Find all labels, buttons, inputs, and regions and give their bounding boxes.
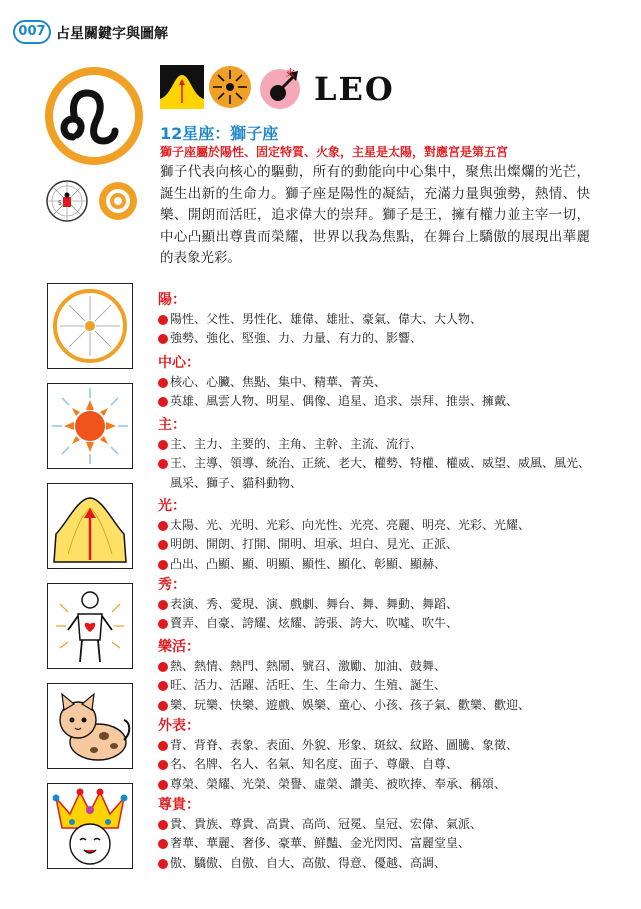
sign-name-en: LEO [314,70,395,108]
bullet-dot-icon [158,780,168,790]
crown-face-icon [48,784,132,868]
thumb-show [47,583,133,669]
bullet-dot-icon [158,521,168,531]
fixed-quality-sun-icon [97,180,139,222]
thumb-yang [47,283,133,369]
section-title: 光： [158,498,186,514]
section-show [158,575,598,634]
bullet-dot-icon [158,560,168,570]
keyword-line: 表演、秀、愛現、演、戲劇、舞台、舞、舞動、舞蹈、 [158,595,598,614]
sun-icon [48,384,132,468]
keyword-line: 尊榮、榮耀、光榮、榮譽、虛榮、讚美、被吹捧、奉承、稱頌、 [158,775,598,794]
keyword-line: 樂、玩樂、快樂、遊戲、娛樂、童心、小孩、孩子氣、歡樂、歡迎、 [158,696,598,715]
bullet-dot-icon [158,334,168,344]
bullet-dot-icon [158,859,168,869]
keyword-line: 強勢、強化、堅強、力、力量、有力的、影響、 [158,329,598,348]
section-title: 尊貴： [158,797,200,813]
section-title: 陽： [158,292,186,308]
light-mountain-icon [48,484,132,568]
section-title: 外表： [158,718,200,734]
keyword-line: 旺、活力、活躍、活旺、生、生命力、生殖、誕生、 [158,676,598,695]
mars-label: 火 [286,69,296,79]
cat-icon [48,684,132,768]
keyword-line: 貴、貴族、尊貴、高貴、高尚、冠冕、皇冠、宏偉、氣派、 [158,815,598,834]
section-title: 中心： [158,355,200,371]
keyword-line: 王、主導、領導、統治、正統、老大、權勢、特權、權威、威望、威風、風光、風采、獅子、貓科動物、 [158,454,598,493]
keyword-line: 奢華、華麗、奢侈、豪華、鮮豔、金光閃閃、富麗堂皇、 [158,834,598,853]
fire-mars-icon [258,65,306,111]
thumb-play [47,683,133,769]
section-play [158,637,598,715]
bullet-dot-icon [158,397,168,407]
bullet-dot-icon [158,315,168,325]
clock-house-icon [44,178,90,224]
bullet-dot-icon [158,540,168,550]
sign-intro: 獅子代表向核心的驅動，所有的動能向中心集中，聚焦出燦爛的光芒，誕生出新的生命力。獅子座是陽性的凝結，充滿力量與強勢，熱情、快樂、開朗而活旺，追求偉大的崇拜。獅子是王，擁有權力並主宰一切，中心凸顯出尊貴而榮耀，世界以我為焦點，在舞台上驕傲的展現出華麗的表象光彩。 [160,164,590,266]
keyword-line: 凸出、凸顯、顯、明顯、顯性、顯化、彰顯、顯赫、 [158,555,598,574]
keyword-line: 陽性、父性、男性化、雄偉、雄壯、豪氣、偉大、大人物、 [158,310,598,329]
keyword-line: 核心、心臟、焦點、集中、精華、菁英、 [158,373,598,392]
bullet-dot-icon [158,662,168,672]
section-title: 秀： [158,577,186,593]
section-title: 樂活： [158,639,200,655]
section-lord [158,415,598,493]
keyword-line: 背、背脊、表象、表面、外貌、形象、斑紋、紋路、圖騰、象徵、 [158,736,598,755]
section-center [158,353,598,412]
keyword-line: 傲、驕傲、自傲、自大、高傲、得意、優越、高調、 [158,854,598,873]
fixed-center-icon [208,65,252,109]
keyword-line: 名、名牌、名人、名氣、知名度、面子、尊嚴、自尊、 [158,755,598,774]
keyword-line: 英雄、風雲人物、明星、偶像、追星、追求、崇拜、推崇、擁戴、 [158,392,598,411]
leo-glyph-circle [45,67,143,165]
clock-label: 5 [58,200,62,207]
keyword-line: 賣弄、自豪、誇耀、炫耀、誇張、誇大、吹噓、吹牛、 [158,614,598,633]
bullet-dot-icon [158,760,168,770]
section-noble [158,795,598,873]
keyword-line: 太陽、光、光明、光彩、向光性、光亮、亮麗、明亮、光彩、光耀、 [158,516,598,535]
performer-icon [48,584,132,668]
bullet-dot-icon [158,440,168,450]
keyword-line: 熱、熱情、熱門、熱鬧、號召、激勵、加油、鼓舞、 [158,657,598,676]
yang-mountain-icon [160,65,204,109]
bullet-dot-icon [158,681,168,691]
bullet-dot-icon [158,378,168,388]
keyword-line: 明朗、開朗、打開、開明、坦承、坦白、見光、正派、 [158,535,598,554]
section-light [158,496,598,574]
thumb-center [47,383,133,469]
section-title: 主： [158,417,186,433]
keyword-line: 主、主力、主要的、主角、主幹、主流、流行、 [158,435,598,454]
bullet-dot-icon [158,600,168,610]
bullet-dot-icon [158,839,168,849]
page-number-badge: 007 [13,20,51,44]
leo-glyph-icon [53,75,135,157]
section-appearance [158,716,598,794]
bullet-dot-icon [158,619,168,629]
thumb-lord [47,483,133,569]
bullet-dot-icon [158,459,168,469]
sign-subtitle: 獅子座屬於陽性、固定特質、火象，主星是太陽，對應宮是第五宮 [160,145,509,159]
bullet-dot-icon [158,701,168,711]
radiating-circle-icon [48,284,132,368]
bullet-dot-icon [158,741,168,751]
running-head: 占星關鍵字與圖解 [56,26,168,42]
section-yang [158,290,598,349]
sign-title: 12星座：獅子座 [160,124,279,143]
thumb-noble [47,783,133,869]
bullet-dot-icon [158,820,168,830]
